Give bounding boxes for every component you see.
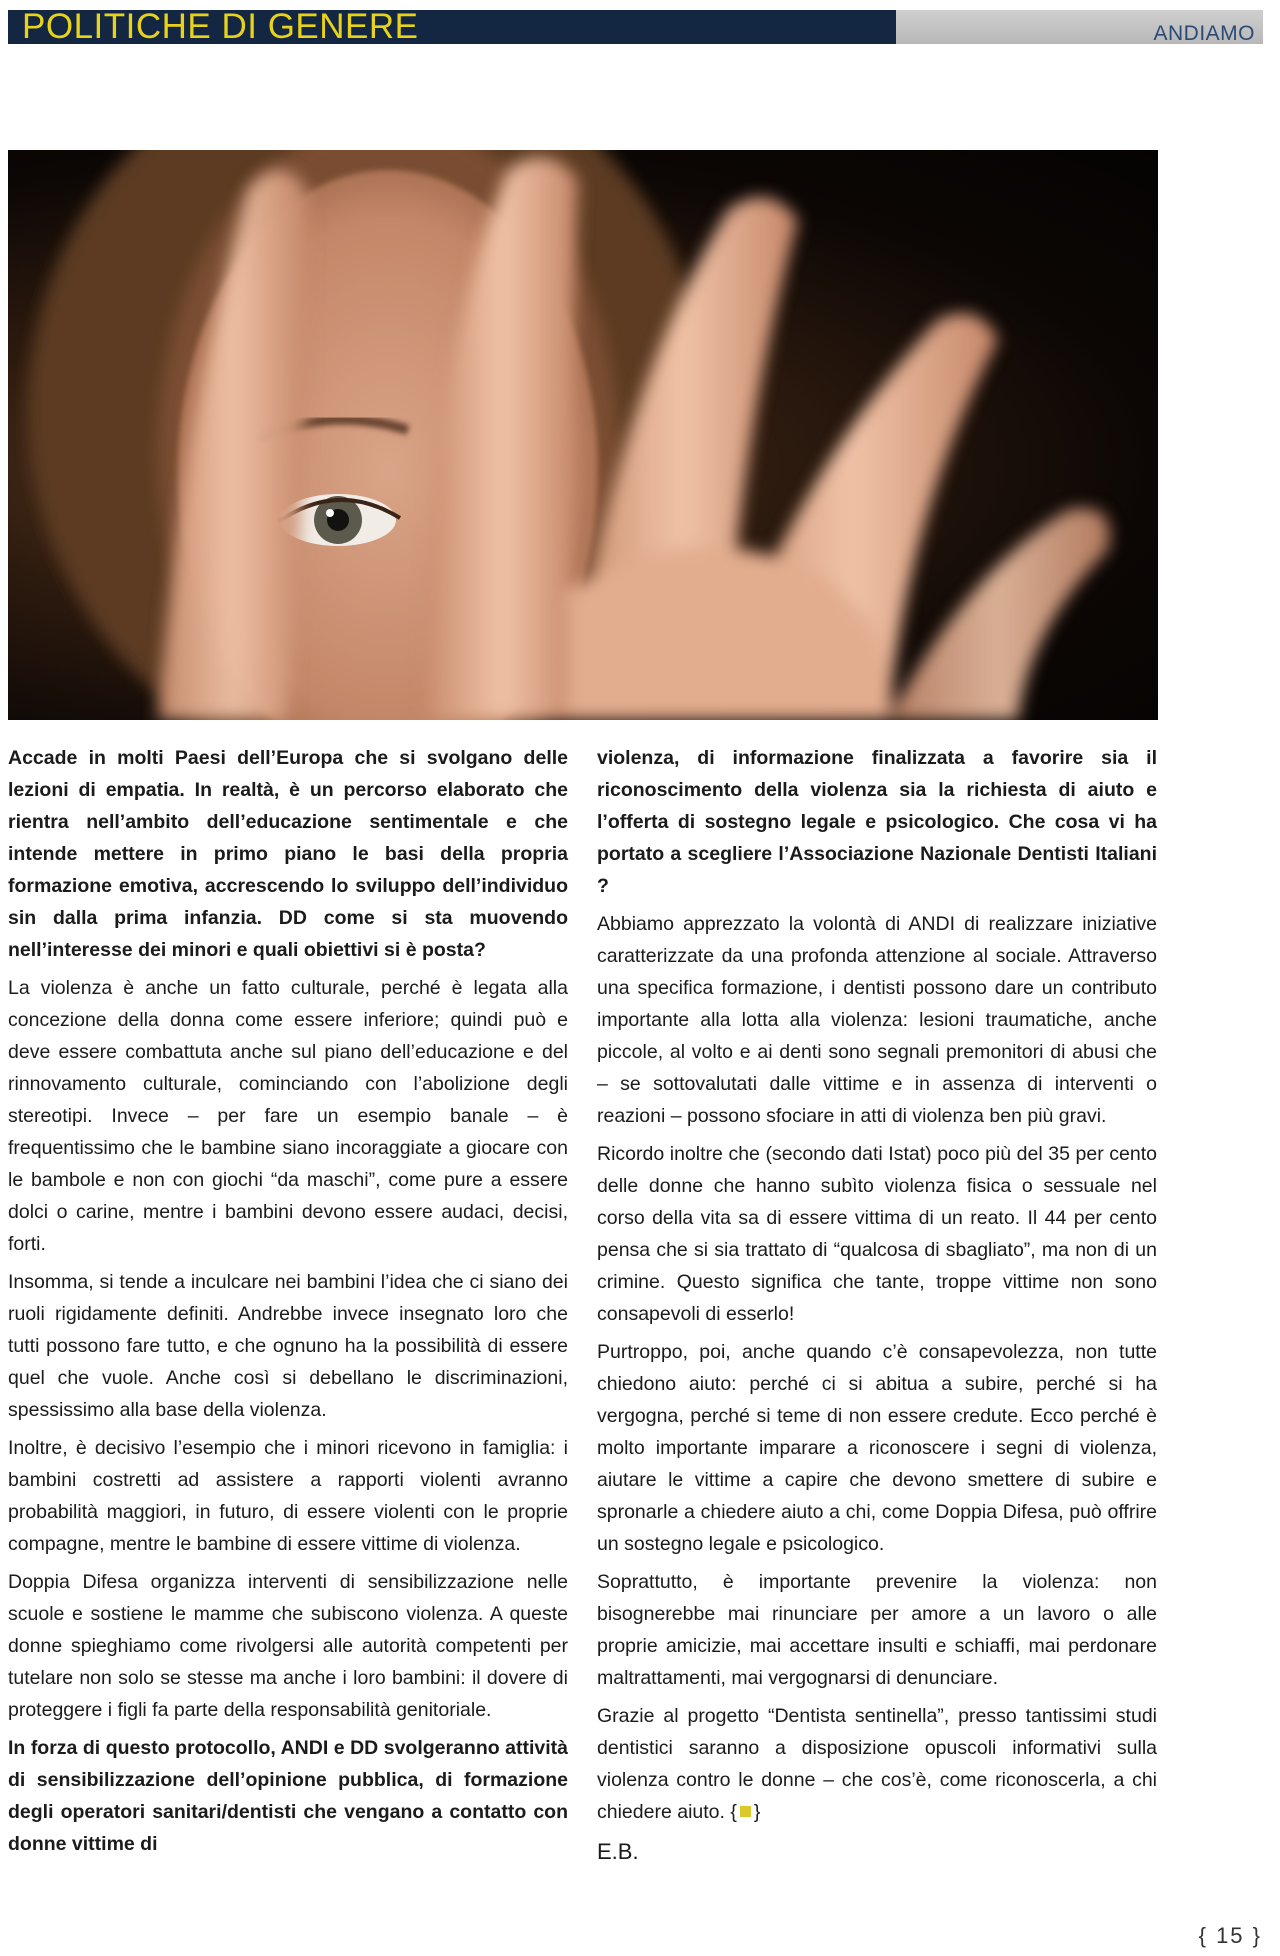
header-magazine-bar	[896, 10, 1263, 44]
answer-paragraph: Abbiamo apprezzato la volontà di ANDI di realizzare iniziative caratterizzate da una profonda attenzione al sociale. Attraverso una specifica formazione, i dentisti possono dare un contributo importante alla lotta alla violenza: lesioni traumatiche, anche piccole, al volto e ai denti sono segnali premonitori di abusi che – se sottovalutati dalle vittime e in assenza di interventi o reazioni – possono sfociare in atti di violenza ben più gravi.	[597, 913, 1157, 1127]
closing-paragraph: Grazie al progetto “Dentista sentinella”, presso tantissimi studi dentistici saranno a disposizione opuscoli informativi sulla violenza contro le donne – che cos’è, come riconoscerla, a chi chiedere aiuto.	[597, 1705, 1157, 1823]
answer-paragraph: Inoltre, è decisivo l’esempio che i minori ricevono in famiglia: i bambini costretti ad assistere a rapporti violenti avranno probabilità maggiori, in futuro, di essere violenti con le proprie compagne, mentre le bambine di essere vittime di violenza.	[8, 1437, 568, 1555]
end-mark-open: {	[730, 1801, 737, 1823]
answer-paragraph: Purtroppo, poi, anche quando c’è consapevolezza, non tutte chiedono aiuto: perché ci si abitua a subire, perché si ha vergogna, perché si teme di non essere credute. Ecco perché è molto importante imparare a riconoscere i segni di violenza, aiutare le vittime a capire che devono smettere di subire e spronarle a chiedere aiuto a chi, come Doppia Difesa, può offrire un sostegno legale e psicologico.	[597, 1341, 1157, 1555]
header-title-bar	[8, 7, 896, 46]
interview-question: In forza di questo protocollo, ANDI e DD svolgeranno attività di sensibilizzazione dell’opinione pubblica, di formazione degli operatori sanitari/dentisti che vengano a contatto con donne vittime di	[8, 1737, 568, 1855]
right-column	[597, 742, 1157, 1868]
section-title: POLITICHE DI GENERE	[22, 7, 419, 46]
answer-paragraph: Doppia Difesa organizza interventi di sensibilizzazione nelle scuole e sostiene le mamme che subiscono violenza. A queste donne spieghiamo come rivolgersi alle autorità competenti per tutelare non solo se stesse ma anche i loro bambini: il dovere di proteggere i figli fa parte della responsabilità genitoriale.	[8, 1571, 568, 1721]
woman-hand-photo	[8, 150, 1158, 720]
interview-question: Accade in molti Paesi dell’Europa che si svolgano delle lezioni di empatia. In realtà, è un percorso elaborato che rientra nell’ambito dell’educazione sentimentale e che intende mettere in primo piano le basi della propria formazione emotiva, accrescendo lo sviluppo dell’individuo sin dalla prima infanzia. DD come si sta muovendo nell’interesse dei minori e quali obiettivi si è posta?	[8, 747, 568, 961]
article-photo	[8, 150, 1158, 720]
left-column	[8, 742, 568, 1866]
answer-paragraph: La violenza è anche un fatto culturale, perché è legata alla concezione della donna come essere inferiore; quindi può e deve essere combattuta anche sul piano dell’educazione e del rinnovamento culturale, cominciando con l’abolizione degli stereotipi. Invece – per fare un esempio banale – è frequentissimo che le bambine siano incoraggiate a giocare con le bambole e non con giochi “da maschi”, come pure a essere dolci o carine, mentre i bambini devono essere audaci, decisi, forti.	[8, 977, 568, 1255]
author-initials: E.B.	[597, 1839, 639, 1864]
answer-paragraph: Ricordo inoltre che (secondo dati Istat) poco più del 35 per cento delle donne che hanno subìto violenza fisica o sessuale nel corso della vita sa di essere vittima di un reato. Il 44 per cento pensa che si sia trattato di “qualcosa di sbagliato”, ma non di un crimine. Questo significa che tante, troppe vittime non sono consapevoli di esserlo!	[597, 1143, 1157, 1325]
page-number: { 15 }	[1198, 1923, 1262, 1948]
closing-paragraph-block	[597, 1700, 1157, 1828]
magazine-name: ANDIAMO	[1153, 22, 1255, 45]
answer-paragraph: Insomma, si tende a inculcare nei bambini l’idea che ci siano dei ruoli rigidamente definiti. Andrebbe invece insegnato loro che tutti possono fare tutto, e che ognuno ha la possibilità di essere quel che vuole. Anche così si debellano le discriminazioni, spessissimo alla base della violenza.	[8, 1271, 568, 1421]
answer-paragraph: Soprattutto, è importante prevenire la violenza: non bisognerebbe mai rinunciare per amore a un lavoro o alle proprie amicizie, mai accettare insulti e schiaffi, mai perdonare maltrattamenti, mai vergognarsi di denunciare.	[597, 1571, 1157, 1689]
page-header	[8, 7, 1263, 46]
end-square-icon	[740, 1806, 751, 1817]
interview-question: violenza, di informazione finalizzata a favorire sia il riconoscimento della violenza sia la richiesta di aiuto e l’offerta di sostegno legale e psicologico. Che cosa vi ha portato a scegliere l’Associazione Nazionale Dentisti Italiani ?	[597, 747, 1157, 897]
end-mark-close: }	[753, 1801, 761, 1823]
